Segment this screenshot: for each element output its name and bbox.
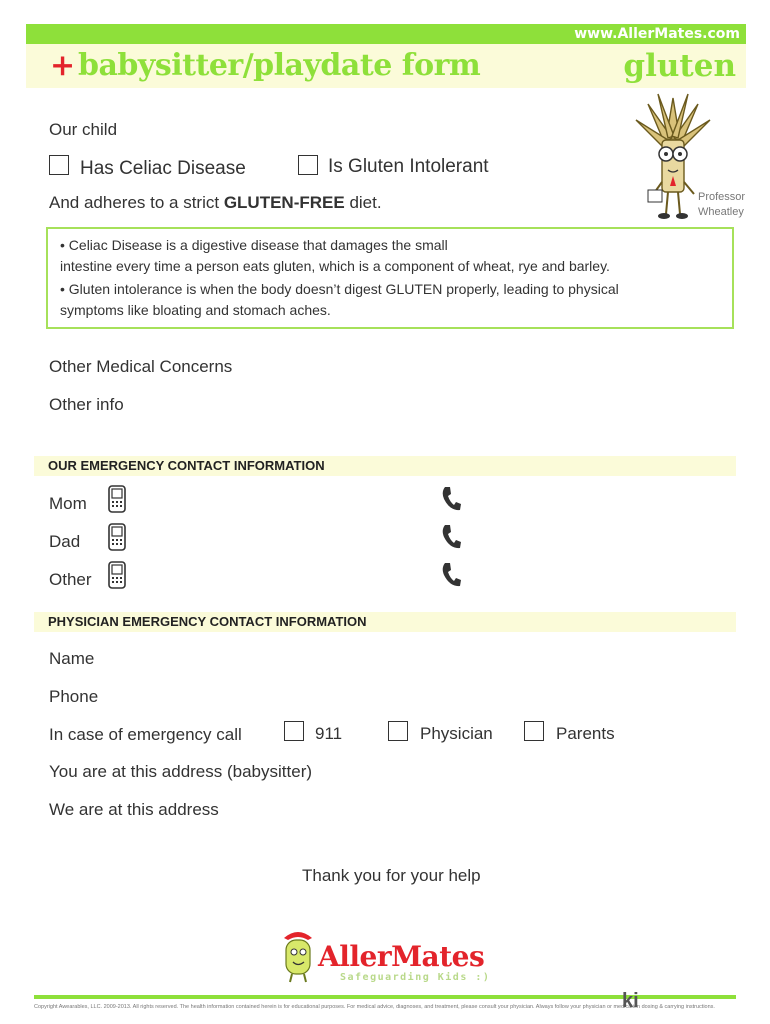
landline-phone-icon: [440, 523, 462, 551]
other-contact-label: Other: [49, 570, 92, 589]
celiac-checkbox[interactable]: [49, 155, 69, 175]
babysitter-address-label: You are at this address (babysitter): [49, 762, 313, 781]
landline-phone-icon: [440, 485, 462, 513]
corner-mark: ki: [622, 990, 639, 1012]
call-parents-checkbox[interactable]: [524, 721, 544, 741]
mobile-phone-icon: [108, 485, 126, 513]
form-title: babysitter/playdate form: [78, 48, 481, 83]
thank-you-text: Thank you for your help: [302, 866, 481, 885]
copyright-text: Copyright Awearables, LLC. 2009-2013. All rights reserved. The health information contained herein is for educational purposes. For medical advice, diagnoses, and treatment, please consult your physician. Always follow your physician or medication dosing & carrying instructions.: [34, 1004, 715, 1010]
emergency-call-label: In case of emergency call: [49, 725, 242, 744]
mobile-phone-icon: [108, 523, 126, 551]
brand-tagline: Safeguarding Kids :): [340, 972, 491, 983]
dad-label: Dad: [49, 532, 81, 551]
intolerance-info: • Gluten intolerance is when the body doesn’t digest GLUTEN properly, leading to physical: [60, 281, 619, 297]
allergen-title: gluten: [623, 48, 736, 84]
physician-contact-heading: PHYSICIAN EMERGENCY CONTACT INFORMATION: [34, 612, 736, 632]
call-911-label: 911: [315, 724, 343, 743]
emergency-contact-heading: OUR EMERGENCY CONTACT INFORMATION: [34, 456, 736, 476]
allermates-logo: AllerMates: [318, 940, 485, 973]
diet-statement: And adheres to a strict GLUTEN-FREE diet.: [49, 193, 382, 212]
other-info-label: Other info: [49, 395, 124, 414]
physician-phone-label: Phone: [49, 687, 99, 706]
plus-icon: +: [50, 48, 76, 83]
call-physician-label: Physician: [420, 724, 493, 743]
mascot-caption: Professor Wheatley: [698, 191, 746, 218]
call-parents-label: Parents: [556, 724, 615, 743]
landline-phone-icon: [440, 561, 462, 589]
physician-name-label: Name: [49, 649, 95, 668]
other-medical-label: Other Medical Concerns: [49, 357, 233, 376]
our-address-label: We are at this address: [49, 800, 219, 819]
gluten-intolerant-checkbox[interactable]: [298, 155, 318, 175]
mobile-phone-icon: [108, 561, 126, 589]
allermates-mascot-logo: [278, 926, 318, 984]
celiac-info: • Celiac Disease is a digestive disease that damages the small: [60, 237, 448, 253]
gluten-intolerant-label: Is Gluten Intolerant: [328, 156, 489, 177]
info-box: • Celiac Disease is a digestive disease that damages the small intestine every time a person eats gluten, which is a component of wheat, rye and barley. • Gluten intolerance is when the body doesn’t digest GLUTEN properly, leading to physical symptoms like bloating and stomach aches.: [46, 227, 734, 329]
site-url[interactable]: www.AllerMates.com: [574, 26, 740, 42]
call-physician-checkbox[interactable]: [388, 721, 408, 741]
call-911-checkbox[interactable]: [284, 721, 304, 741]
our-child-label: Our child: [49, 120, 118, 139]
mom-label: Mom: [49, 494, 87, 513]
celiac-label: Has Celiac Disease: [80, 158, 246, 179]
